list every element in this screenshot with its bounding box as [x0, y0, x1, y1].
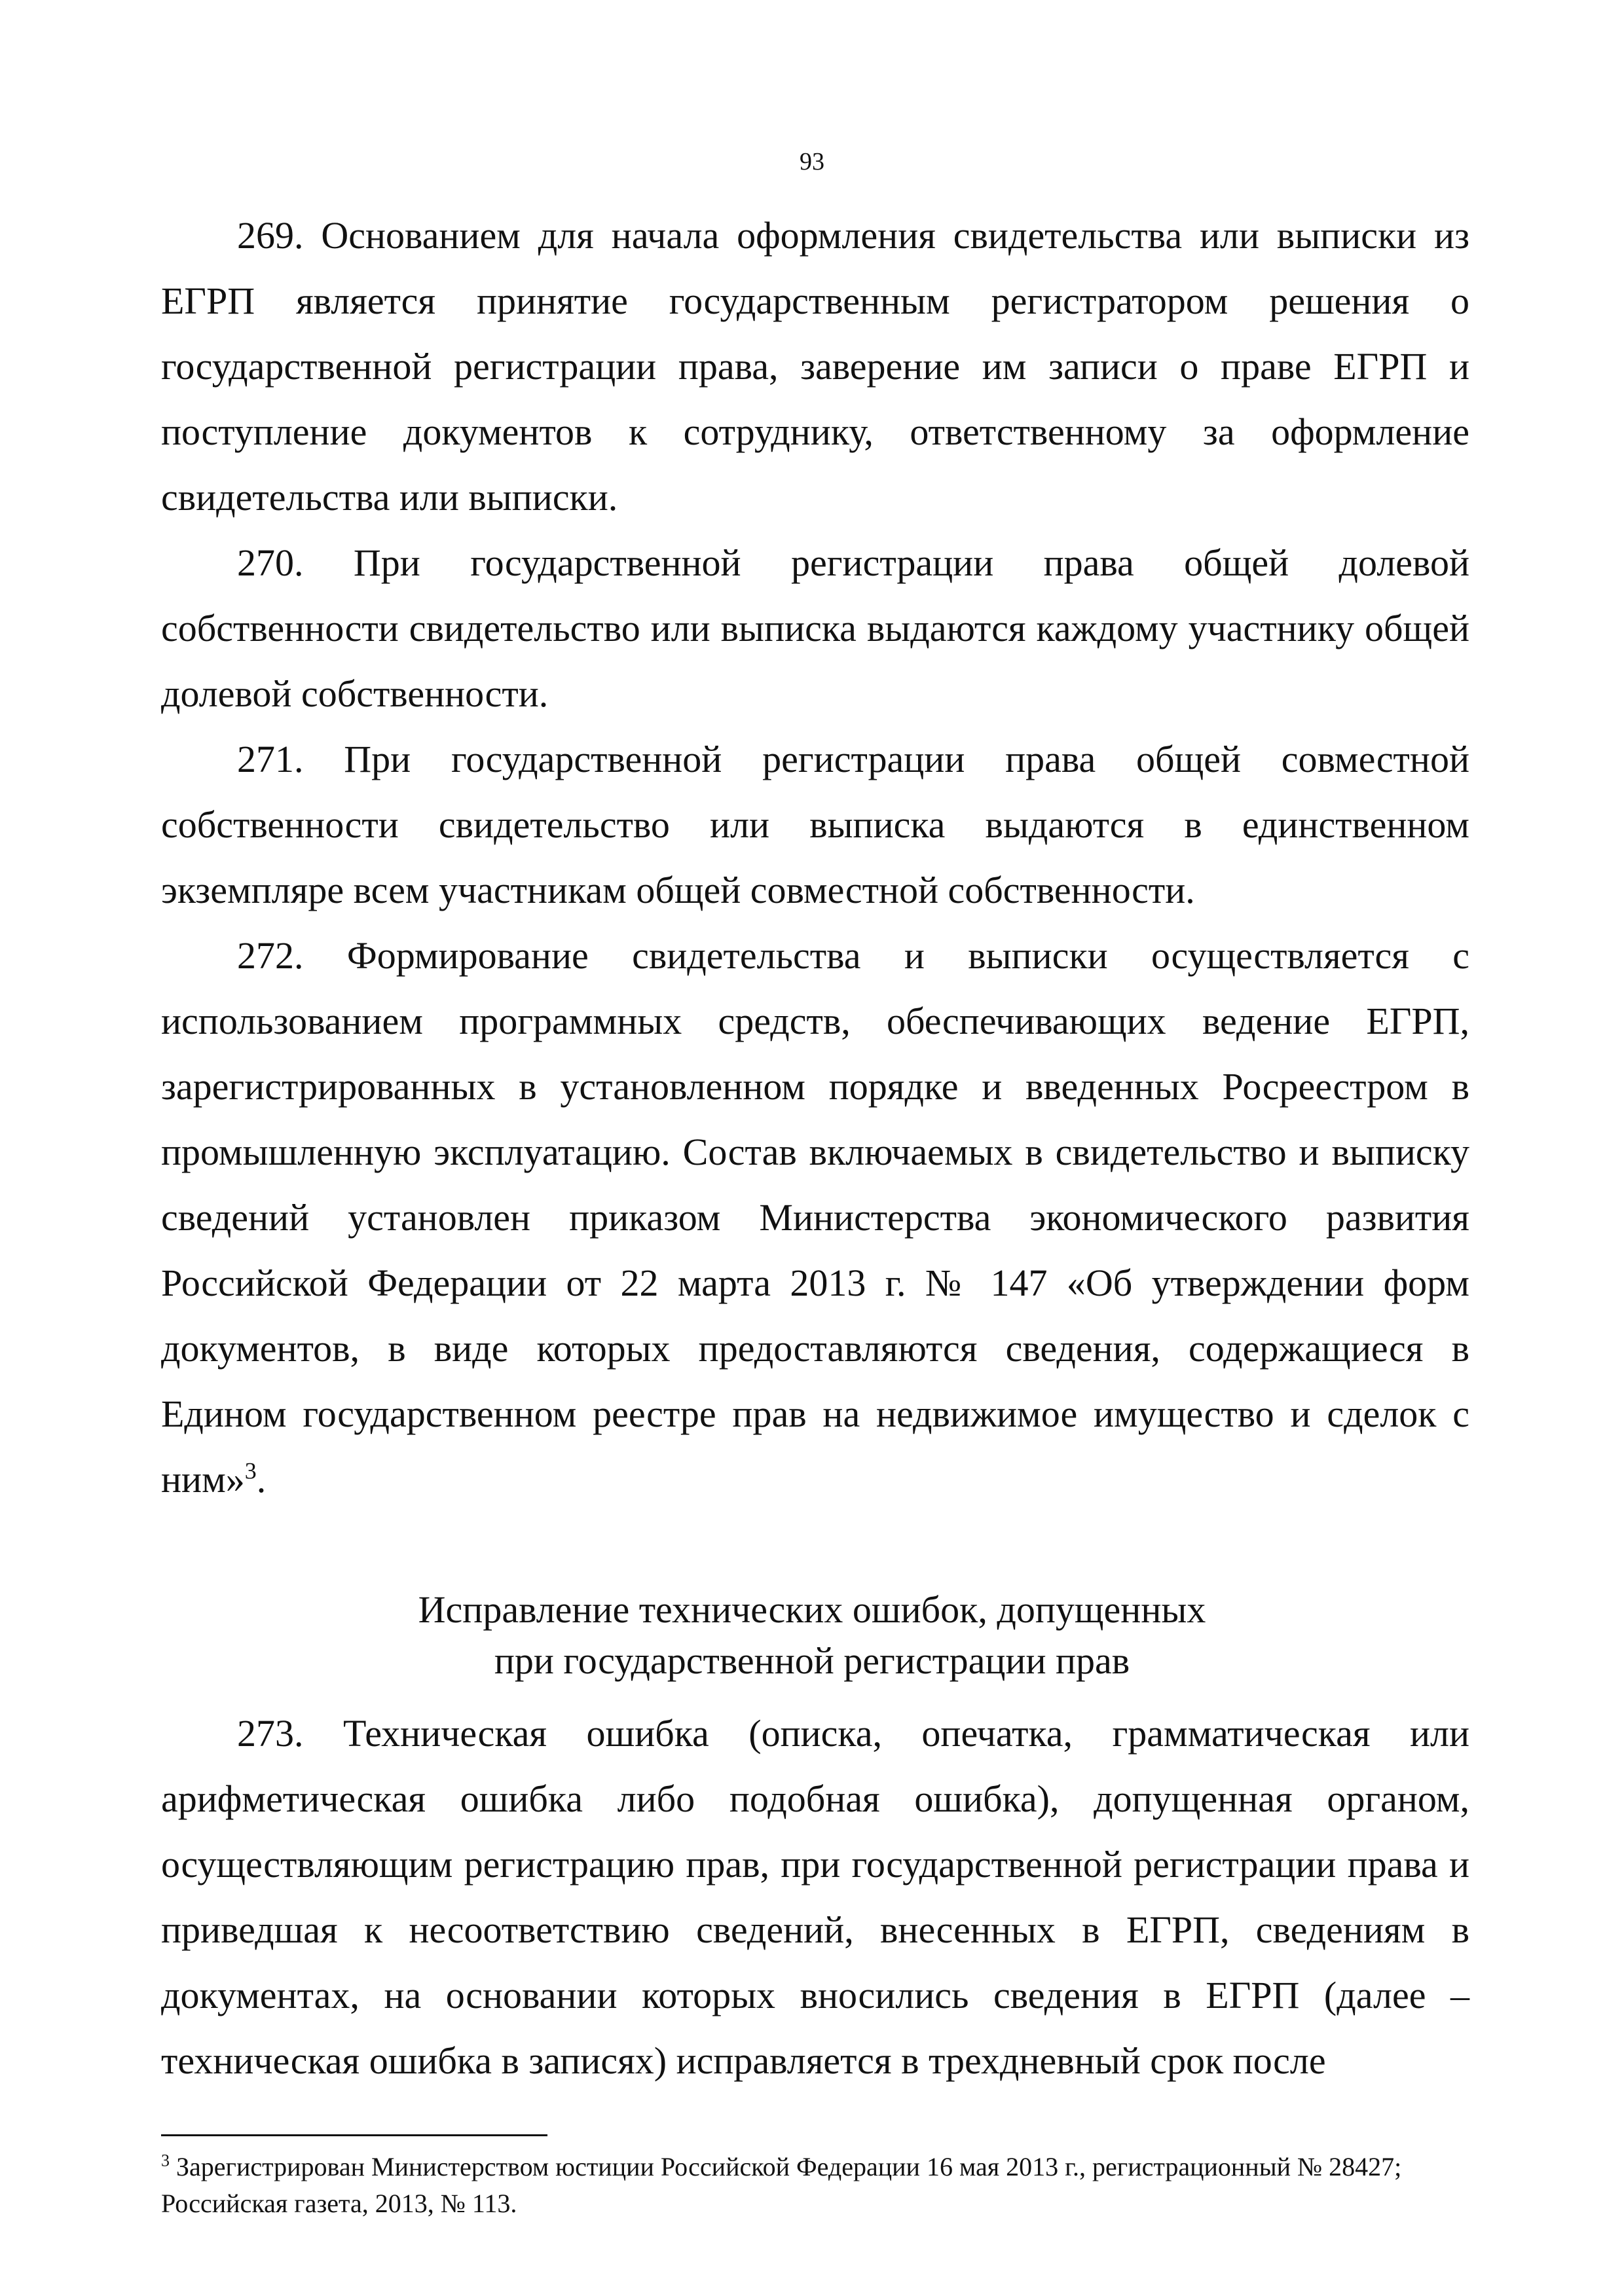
page-number: 93 [800, 148, 824, 175]
body-text-bottom [161, 1701, 1469, 2094]
paragraph-270: 270. При государственной регистрации права общей долевой собственности свидетельство или выписка выдаются каждому участнику общей долевой собственности. [161, 541, 1469, 715]
footnote-divider [161, 2134, 547, 2136]
footnote-mark: 3 [161, 2151, 170, 2170]
body-text-top [161, 203, 1469, 1512]
section-heading [0, 1584, 1624, 1686]
paragraph-269: 269. Основанием для начала оформления свидетельства или выписки из ЕГРП является принятие государственным регистратором решения о государственной регистрации права, заверение им записи о праве ЕГРП и поступление документов к сотруднику, ответственному за оформление свидетельства или выписки. [161, 214, 1469, 519]
paragraph-272-text: 272. Формирование свидетельства и выписки осуществляется с использованием программных средств, обеспечивающих ведение ЕГРП, зарегистрированных в установленном порядке и введенных Росреестром в промышленную эксплуатацию. Состав включаемых в свидетельство и выписку сведений установлен приказом Министерства экономического развития Российской Федерации от 22 марта 2013 г. № 147 «Об утверждении форм документов, в виде которых предоставляются сведения, содержащиеся в Едином государственном реестре прав на недвижимое имущество и сделок с ним» [161, 934, 1469, 1501]
paragraph-272 [161, 923, 1469, 1512]
footnote [161, 2149, 1471, 2222]
paragraph-272-end: . [256, 1458, 267, 1501]
section-heading-line2: при государственной регистрации прав [494, 1639, 1130, 1682]
section-heading-line1: Исправление технических ошибок, допущенных [418, 1588, 1206, 1631]
footnote-reference: 3 [244, 1457, 257, 1484]
paragraph-273: 273. Техническая ошибка (описка, опечатка, грамматическая или арифметическая ошибка либо подобная ошибка), допущенная органом, осуществляющим регистрацию прав, при государственной регистрации права и приведшая к несоответствию сведений, внесенных в ЕГРП, сведениям в документах, на основании которых вносились сведения в ЕГРП (далее – техническая ошибка в записях) исправляется в трехдневный срок после [161, 1712, 1469, 2082]
footnote-text: Зарегистрирован Министерством юстиции Российской Федерации 16 мая 2013 г., регистрационный № 28427; Российская газета, 2013, № 113. [161, 2152, 1402, 2218]
paragraph-271: 271. При государственной регистрации права общей совместной собственности свидетельство или выписка выдаются в единственном экземпляре всем участникам общей совместной собственности. [161, 738, 1469, 911]
